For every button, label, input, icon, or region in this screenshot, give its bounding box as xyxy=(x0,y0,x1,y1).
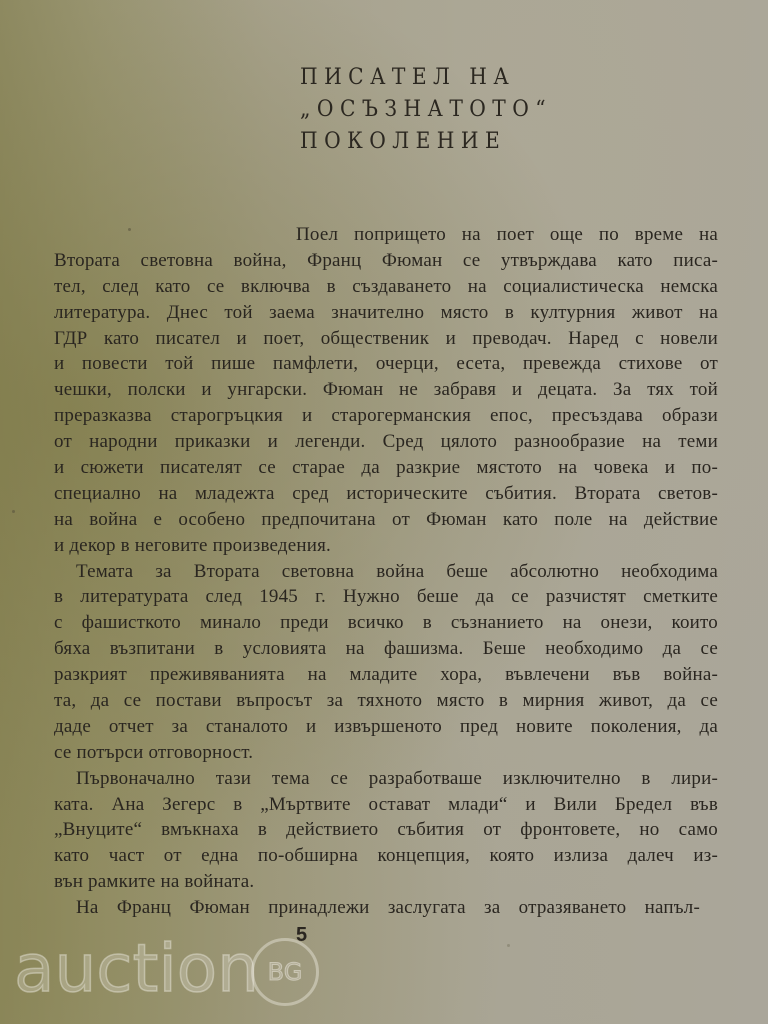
text-line: чешки, полски и унгарски. Фюман не забравя и децата. За тях той xyxy=(54,379,718,401)
text-line: с фашисткото минало преди всичко в съзнанието на онези, които xyxy=(54,612,718,634)
text-line: Втората световна война, Франц Фюман се утвърждава като писа- xyxy=(54,249,718,271)
text-line: та, да се постави въпросът за тяхното място в мирния живот, да се xyxy=(54,690,718,712)
text-line: и повести той пише памфлети, очерци, есета, превежда стихове от xyxy=(54,353,718,375)
chapter-title-line-3: ПОКОЛЕНИЕ xyxy=(300,129,507,154)
text-line: и декор в неговите произведения. xyxy=(54,534,332,556)
text-line: и сюжети писателят се старае да разкрие мястото на човека и по- xyxy=(54,457,718,479)
text-line: даде отчет за станалото и извършеното пред новите поколения, да xyxy=(54,715,718,737)
text-line: на война е особено предпочитана от Фюман като поле на действие xyxy=(54,508,718,530)
text-line: тел, след като се включва в създаването на социалистическа немска xyxy=(54,275,718,297)
watermark-badge: BG xyxy=(251,938,319,1006)
chapter-title-line-2: „ОСЪЗНАТОТО“ xyxy=(300,97,553,122)
text-line: Поел попрището на поет още по време на xyxy=(296,224,718,245)
text-line: специално на младежта сред историческите събития. Втората светов- xyxy=(54,482,718,504)
text-line: ГДР като писател и поет, общественик и преводач. Наред с новели xyxy=(54,327,718,349)
watermark xyxy=(14,930,319,1007)
text-line: в литературата след 1945 г. Нужно беше да се разчистят сметките xyxy=(54,586,718,608)
text-line: преразказва старогръцкия и старогерманския епос, пресъздава образи xyxy=(54,405,718,427)
text-line: Първоначално тази тема се разработваше изключително в лири- xyxy=(76,767,718,789)
text-line: като част от една по-обширна концепция, която излиза далеч из- xyxy=(54,845,718,867)
text-line: се потърси отговорност. xyxy=(54,741,254,763)
text-line: вън рамките на войната. xyxy=(54,871,255,893)
paper-speck xyxy=(507,944,510,947)
chapter-title xyxy=(300,62,560,158)
text-line: ката. Ана Зегерс в „Мъртвите остават млади“ и Вили Бредел във xyxy=(54,793,718,815)
watermark-text: auction xyxy=(14,930,259,1007)
text-line: Темата за Втората световна война беше абсолютно необходима xyxy=(76,560,718,582)
paper-speck xyxy=(128,228,131,231)
text-line: „Внуците“ вмъкнаха в действието събития от фронтовете, но само xyxy=(54,819,718,841)
page-number: 5 xyxy=(296,924,308,946)
body-text xyxy=(54,222,718,921)
paper-speck xyxy=(12,510,15,513)
text-line: от народни приказки и легенди. Сред цялото разнообразие на теми xyxy=(54,431,718,453)
text-line: бяха възпитани в условията на фашизма. Беше необходимо да се xyxy=(54,638,718,660)
chapter-title-line-1: ПИСАТЕЛ НА xyxy=(300,65,516,90)
text-line: литература. Днес той заема значително място в културния живот на xyxy=(54,301,718,323)
text-line: На Франц Фюман принадлежи заслугата за отразяването напъл- xyxy=(76,897,700,919)
text-line: разкрият преживяванията на младите хора, въвлечени във война- xyxy=(54,664,718,686)
